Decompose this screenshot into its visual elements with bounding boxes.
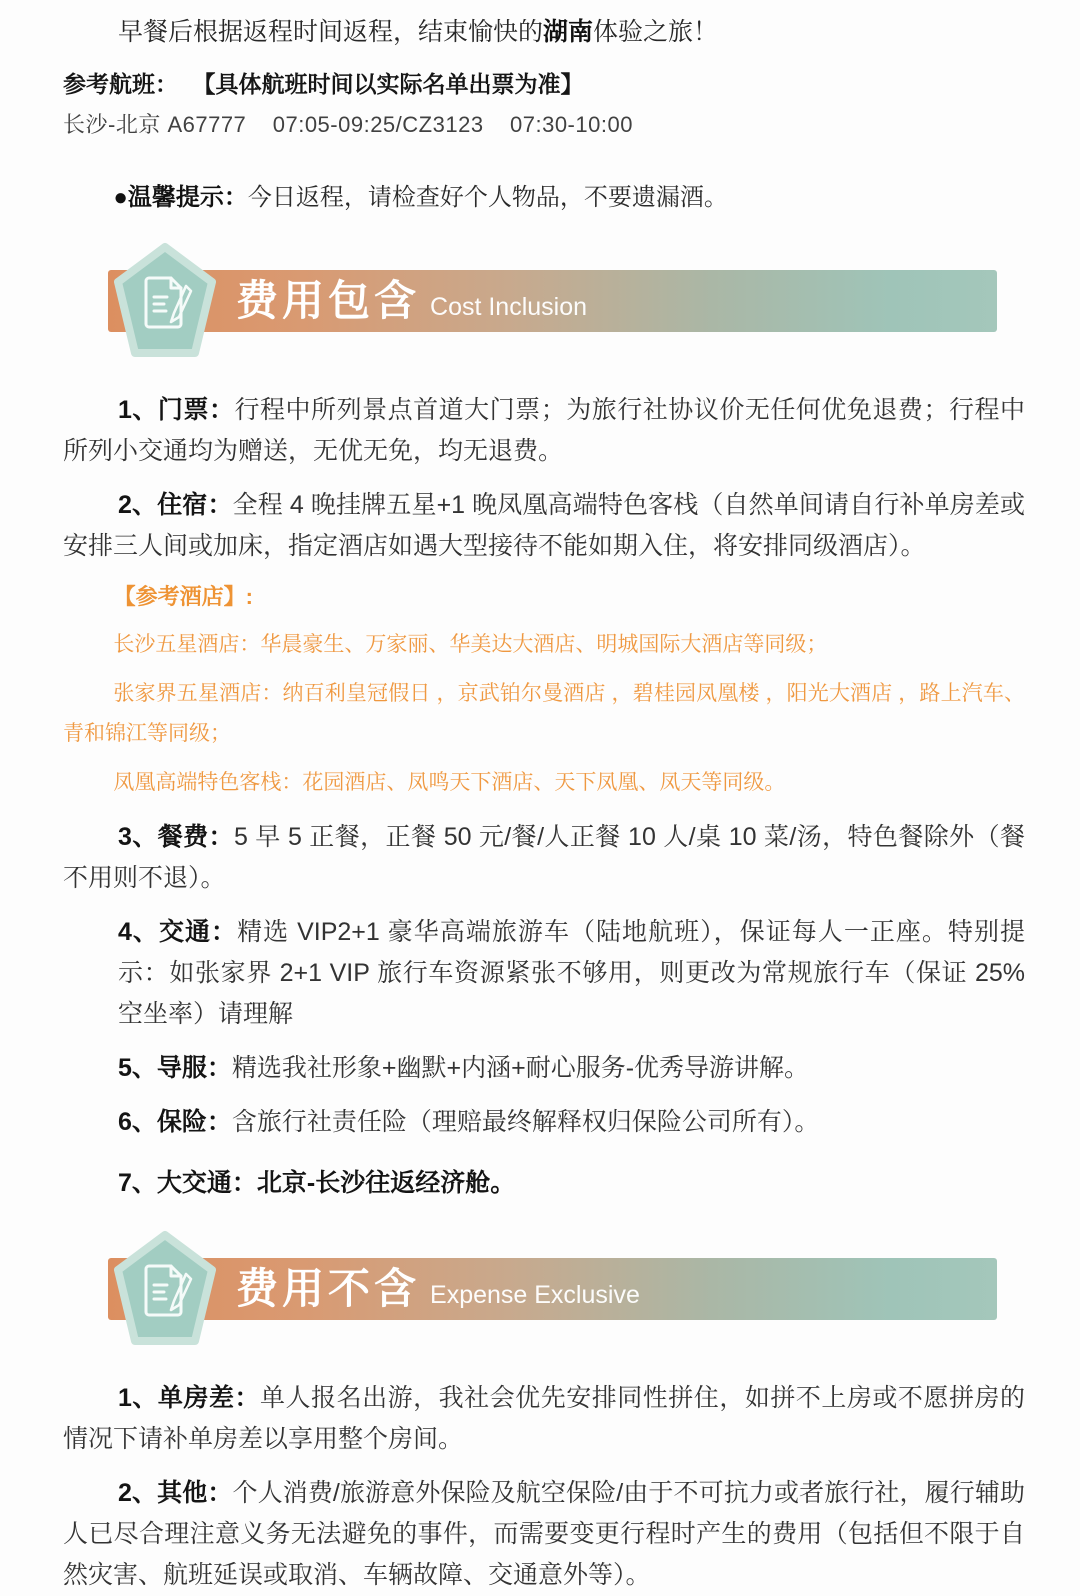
item-label: 5、导服： <box>118 1053 232 1082</box>
document-pen-icon <box>110 1230 220 1348</box>
item-text: 北京-长沙往返经济舱。 <box>256 1168 516 1197</box>
item-text: 单人报名出游，我社会优先安排同性拼住，如拼不上房或不愿拼房的情况下请补单房差以享用整个房间。 <box>63 1383 1025 1453</box>
item-label: 4、交通： <box>118 917 238 946</box>
hotel-reference-heading: 【参考酒店】: <box>113 584 253 610</box>
section-title: 费用不含 <box>236 1264 421 1312</box>
flight-detail: 长沙-北京 A67777 07:05-09:25/CZ3123 07:30-10:00 <box>63 112 633 138</box>
section-subtitle: Cost Inclusion <box>430 293 588 322</box>
section-subtitle: Expense Exclusive <box>430 1280 640 1309</box>
cost-item-tickets <box>63 390 1025 472</box>
item-text: 5 早 5 正餐，正餐 50 元/餐/人正餐 10 人/桌 10 菜/汤，特色餐除外（餐不用则不退）。 <box>63 822 1026 892</box>
cost-item-lodging <box>63 485 1025 567</box>
intro-pre: 早餐后根据返程时间返程，结束愉快的 <box>118 18 544 46</box>
hotel-line-fenghuang: 凤凰高端特色客栈：花园酒店、凤鸣天下酒店、天下凤凰、凤天等同级。 <box>113 770 786 794</box>
item-label: 1、单房差： <box>118 1383 261 1412</box>
document-pen-icon <box>110 242 220 360</box>
item-label: 6、保险： <box>118 1107 232 1136</box>
item-text: 精选我社形象+幽默+内涵+耐心服务-优秀导游讲解。 <box>231 1053 810 1082</box>
warm-tip-label: ●温馨提示： <box>113 184 248 212</box>
hotel-line-zhangjiajie: 张家界五星酒店：纳百利皇冠假日 ，京武铂尔曼酒店 ，碧桂园凤凰楼 ，阳光大酒店 ，路上汽车、青和锦江等同级； <box>63 682 1025 746</box>
cost-item-insurance <box>63 1102 1025 1143</box>
flight-reference-heading <box>63 66 1025 99</box>
item-label: 1、门票： <box>118 396 235 425</box>
item-text: 含旅行社责任险（理赔最终解释权归保险公司所有）。 <box>231 1107 820 1136</box>
exclusive-item-single-supplement <box>63 1378 1025 1460</box>
item-label: 7、大交通： <box>118 1168 257 1197</box>
cost-item-transport <box>63 912 1025 1035</box>
cost-item-flights <box>63 1163 1025 1204</box>
hotel-line-changsha: 长沙五星酒店：华晨豪生、万家丽、华美达大酒店、明城国际大酒店等同级； <box>113 633 828 657</box>
banner-text <box>236 270 587 332</box>
item-text: 全程 4 晚挂牌五星+1 晚凤凰高端特色客栈（自然单间请自行补单房差或安排三人间或加床，指定酒店如遇大型接待不能如期入住，将安排同级酒店）。 <box>63 491 1025 561</box>
item-text: 行程中所列景点首道大门票；为旅行社协议价无任何优免退费；行程中所列小交通均为赠送，无优无免，均无退费。 <box>63 396 1025 466</box>
exclusive-item-other <box>63 1473 1025 1596</box>
warm-tip <box>63 177 1025 212</box>
cost-item-guide <box>63 1048 1025 1089</box>
warm-tip-text: 今日返程，请检查好个人物品，不要遗漏酒。 <box>247 184 728 212</box>
item-label: 2、住宿： <box>118 491 233 520</box>
item-text: 精选 VIP2+1 豪华高端旅游车（陆地航班），保证每人一正座。特别提示：如张家界 2+1 VIP 旅行车资源紧张不够用，则更改为常规旅行车（保证 25%空坐率）请理解 <box>118 917 1025 1028</box>
item-label: 3、餐费： <box>118 822 234 851</box>
item-label: 2、其他： <box>118 1478 233 1507</box>
cost-item-meals <box>63 817 1025 899</box>
section-banner-cost-inclusion <box>108 242 997 360</box>
banner-text <box>236 1258 640 1320</box>
flight-label: 参考航班： <box>63 71 178 98</box>
flight-note: 【具体航班时间以实际名单出票为准】 <box>204 71 584 98</box>
item-text: 个人消费/旅游意外保险及航空保险/由于不可抗力或者旅行社，履行辅助人已尽合理注意义务无法避免的事件，而需要变更行程时产生的费用（包括但不限于自然灾害、航班延误或取消、车辆故障、交通意外等）。 <box>63 1478 1026 1589</box>
section-title: 费用包含 <box>236 277 421 325</box>
hotel-reference-block <box>63 580 1025 803</box>
section-banner-expense-exclusive <box>108 1230 997 1348</box>
intro-highlight: 湖南 <box>543 18 594 46</box>
intro-post: 体验之旅！ <box>593 18 719 46</box>
itinerary-closing-line <box>63 14 1025 50</box>
